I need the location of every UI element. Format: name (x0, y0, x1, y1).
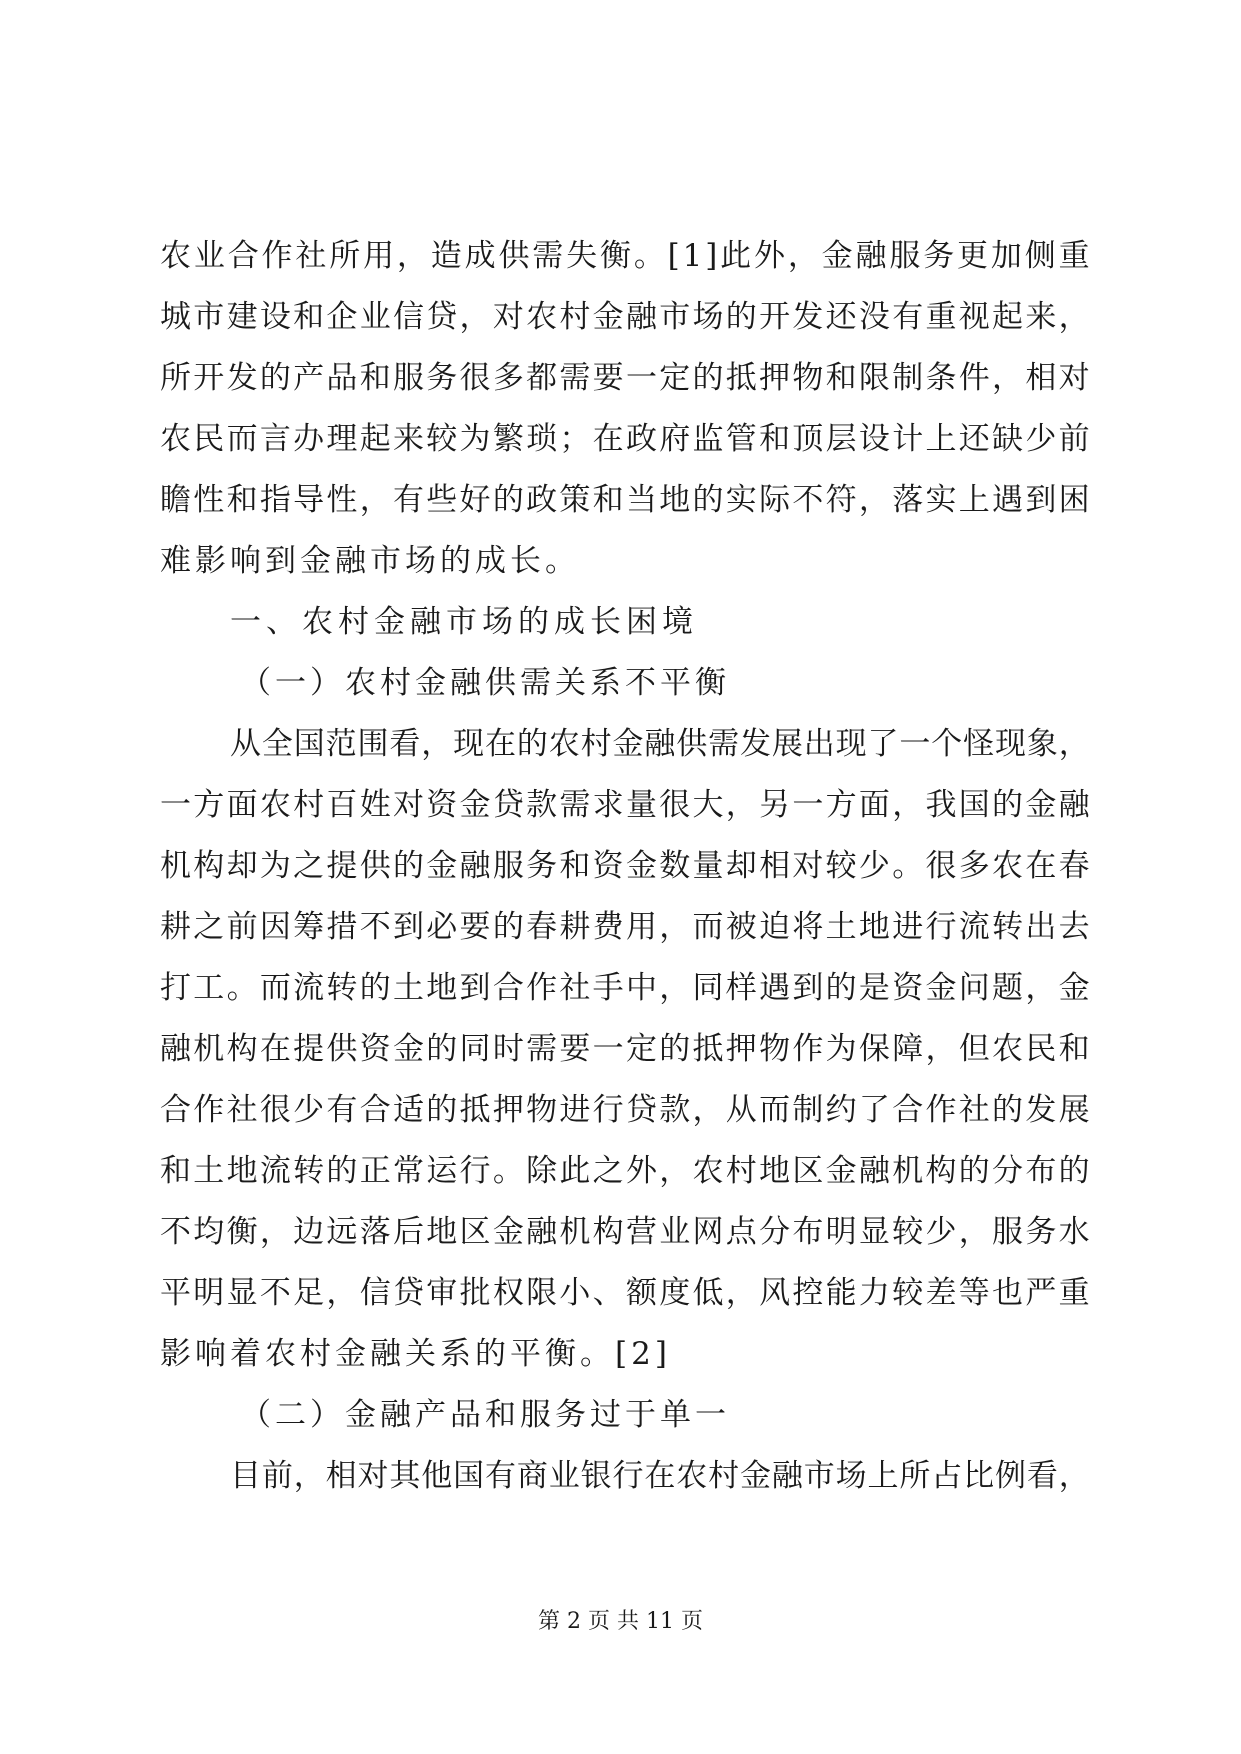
text-line: 机 构 却 为 之 提 供 的 金 融 服 务 和 资 金 数 量 却 相 对 较 少 。 很 多 农 在 春 (160, 848, 1090, 884)
text-line: 难影响到金融市场的成长。 (160, 543, 580, 579)
text-line: 从 全 国 范 围 看 ， 现 在 的 农 村 金 融 供 需 发 展 出 现 了 一 个 怪 现 象 ， (230, 726, 1090, 762)
text-line: 城 市 建 设 和 企 业 信 贷 ， 对 农 村 金 融 市 场 的 开 发 还 没 有 重 视 起 来 ， (160, 299, 1090, 335)
subsection-heading: （一）农村金融供需关系不平衡 (240, 665, 730, 701)
text-line: 和 土 地 流 转 的 正 常 运 行 。 除 此 之 外 ， 农 村 地 区 金 融 机 构 的 分 布 的 (160, 1153, 1090, 1189)
body-text (160, 226, 1090, 1507)
text-line: 一 方 面 农 村 百 姓 对 资 金 贷 款 需 求 量 很 大 ， 另 一 方 面 ， 我 国 的 金 融 (160, 787, 1090, 823)
text-line: 合 作 社 很 少 有 合 适 的 抵 押 物 进 行 贷 款 ， 从 而 制 约 了 合 作 社 的 发 展 (160, 1092, 1090, 1128)
text-line: 融 机 构 在 提 供 资 金 的 同 时 需 要 一 定 的 抵 押 物 作 为 保 障 ， 但 农 民 和 (160, 1031, 1090, 1067)
text-line: 不 均 衡 ， 边 远 落 后 地 区 金 融 机 构 营 业 网 点 分 布 明 显 较 少 ， 服 务 水 (160, 1214, 1090, 1250)
page-number-footer: 第 2 页 共 11 页 (538, 1609, 703, 1634)
text-line: 影响着农村金融关系的平衡。[2] (160, 1336, 671, 1372)
text-line: 农 民 而 言 办 理 起 来 较 为 繁 琐 ； 在 政 府 监 管 和 顶 层 设 计 上 还 缺 少 前 (160, 421, 1090, 457)
text-line: 目 前 ， 相 对 其 他 国 有 商 业 银 行 在 农 村 金 融 市 场 上 所 占 比 例 看 ， (230, 1458, 1090, 1494)
text-line: 平 明 显 不 足 ， 信 贷 审 批 权 限 小 、 额 度 低 ， 风 控 能 力 较 差 等 也 严 重 (160, 1275, 1090, 1311)
section-heading: 一、农村金融市场的成长困境 (230, 604, 698, 640)
text-line: 瞻 性 和 指 导 性 ， 有 些 好 的 政 策 和 当 地 的 实 际 不 符 ， 落 实 上 遇 到 困 (160, 482, 1090, 518)
subsection-heading: （二）金融产品和服务过于单一 (240, 1397, 730, 1433)
text-line: 所 开 发 的 产 品 和 服 务 很 多 都 需 要 一 定 的 抵 押 物 和 限 制 条 件 ， 相 对 (160, 360, 1090, 396)
text-line: 耕 之 前 因 筹 措 不 到 必 要 的 春 耕 费 用 ， 而 被 迫 将 土 地 进 行 流 转 出 去 (160, 909, 1090, 945)
text-line: 打 工 。 而 流 转 的 土 地 到 合 作 社 手 中 ， 同 样 遇 到 的 是 资 金 问 题 ， 金 (160, 970, 1090, 1006)
text-line: 农 业 合 作 社 所 用 ， 造 成 供 需 失 衡 。 [ 1 ] 此 外 ， 金 融 服 务 更 加 侧 重 (160, 238, 1090, 274)
